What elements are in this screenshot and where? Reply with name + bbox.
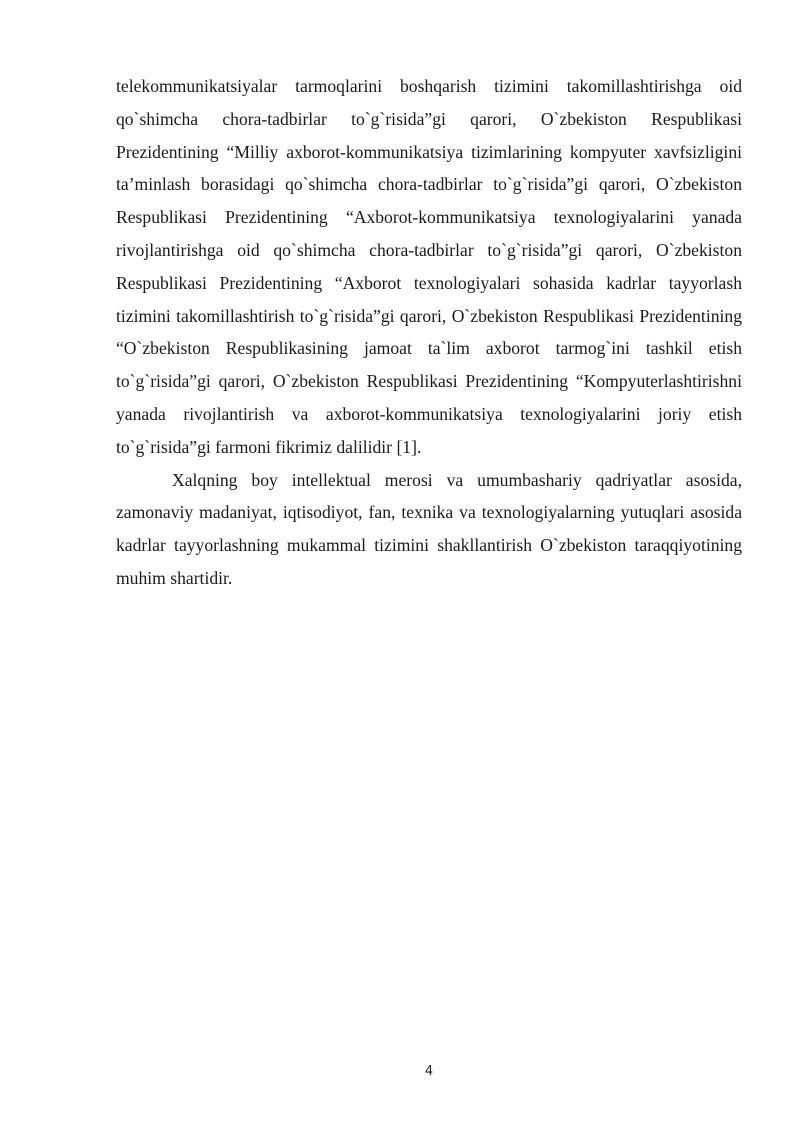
paragraph-continuation: telekommunikatsiyalar tarmoqlarini boshqarish tizimini takomillashtirishga oid qo`shimcha chora-tadbirlar to`g`risida”gi qarori, O`zbekiston Respublikasi Prezidentining “Milliy axborot-kommunikatsiya tizimlarining kompyuter xavfsizligini ta’minlash borasidagi qo`shimcha chora-tadbirlar to`g`risida”gi qarori, O`zbekiston Respublikasi Prezidentining “Axborot-kommunikatsiya texnologiyalarini yanada rivojlantirishga oid qo`shimcha chora-tadbirlar to`g`risida”gi qarori, O`zbekiston Respublikasi Prezidentining “Axborot texnologiyalari sohasida kadrlar tayyorlash tizimini takomillashtirish to`g`risida”gi qarori, O`zbekiston Respublikasi Prezidentining “O`zbekiston Respublikasining jamoat ta`lim axborot tarmog`ini tashkil etish to`g`risida”gi qarori, O`zbekiston Respublikasi Prezidentining “Kompyuterlashtirishni yanada rivojlantirish va axborot-kommunikatsiya texnologiyalarini joriy etish to`g`risida”gi farmoni fikrimiz dalilidir [1]. — [116, 76, 742, 457]
body-text — [116, 70, 742, 595]
paragraph: Xalqning boy intellektual merosi va umumbashariy qadriyatlar asosida, zamonaviy madaniyat, iqtisodiyot, fan, texnika va texnologiyalarning yutuqlari asosida kadrlar tayyorlashning mukammal tizimini shakllantirish O`zbekiston taraqqiyotining muhim shartidir. — [116, 469, 742, 588]
page-number: 4 — [424, 1064, 434, 1079]
